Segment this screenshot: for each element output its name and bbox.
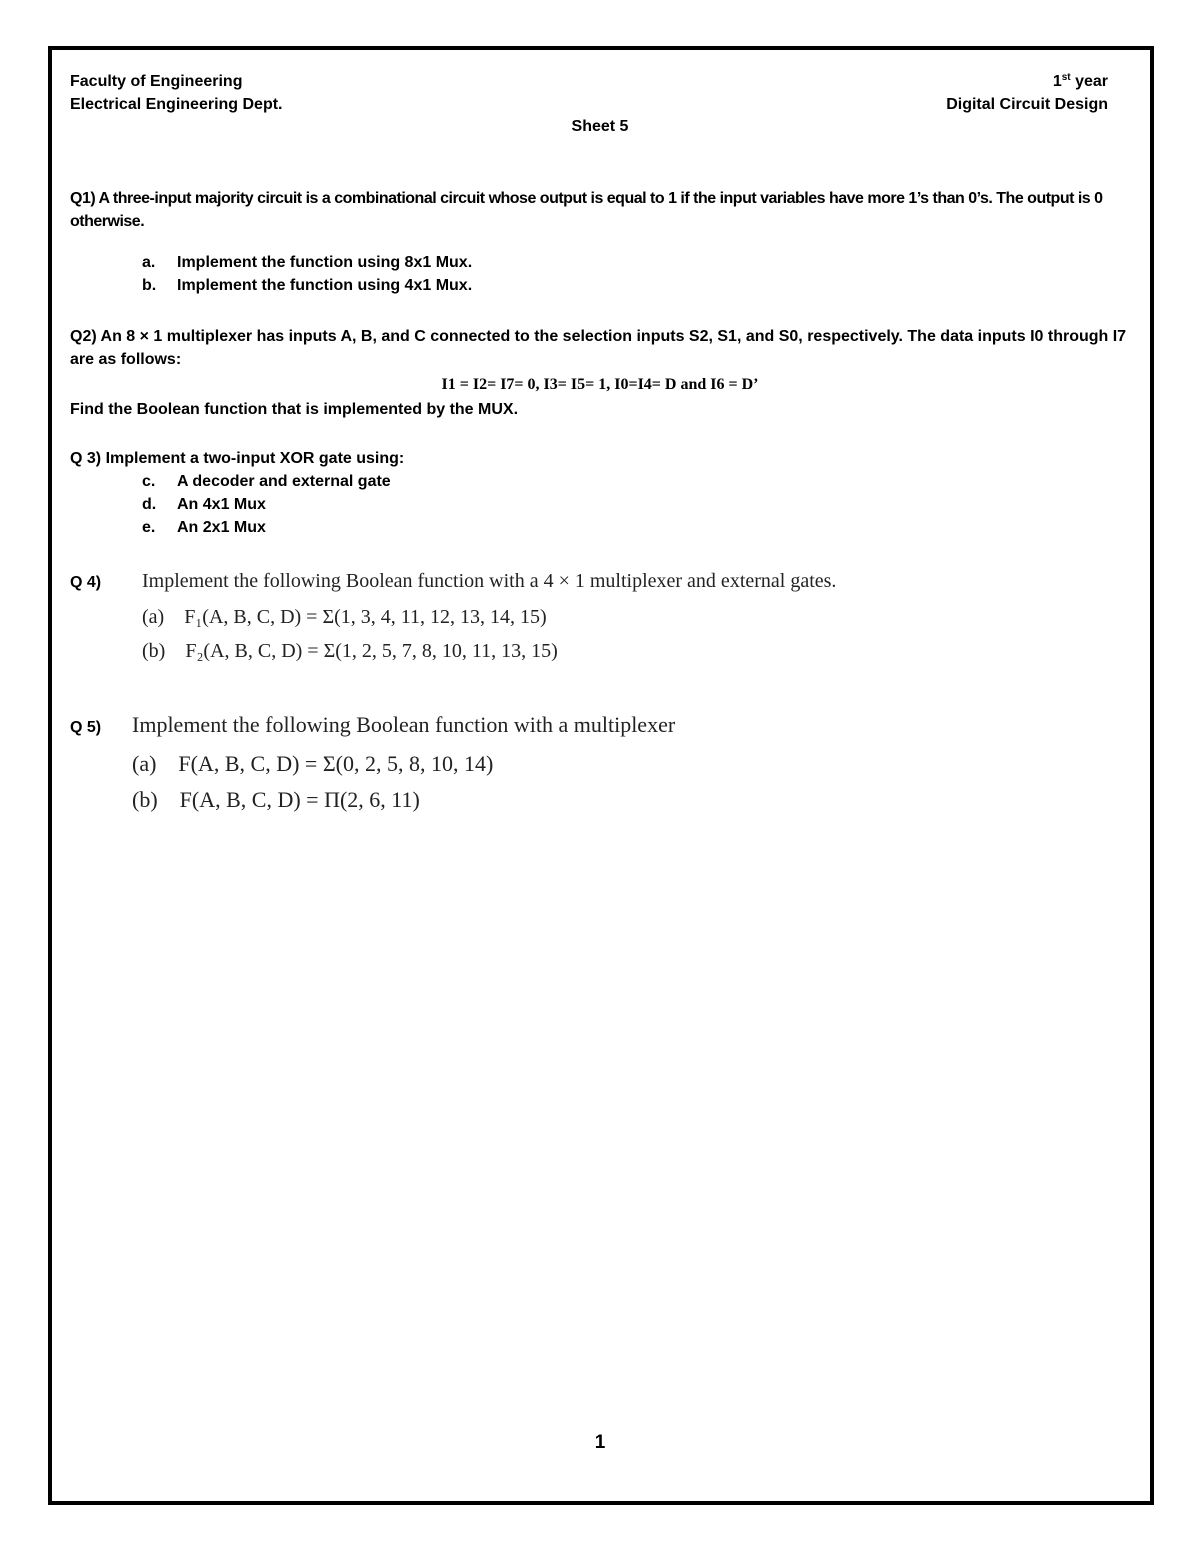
question-3 bbox=[70, 447, 1130, 539]
question-2-tail: Find the Boolean function that is implemented by the MUX. bbox=[70, 401, 519, 418]
function-line: (a) F₁(A, B, C, D) = Σ(1, 3, 4, 11, 12, 13, 14, 15) bbox=[142, 606, 547, 628]
year-label: 1st year bbox=[1052, 72, 1108, 90]
question-3-text: Q 3) Implement a two-input XOR gate using: bbox=[70, 450, 405, 467]
function-line: (b) F₂(A, B, C, D) = Σ(1, 2, 5, 7, 8, 10, 11, 13, 15) bbox=[142, 640, 558, 662]
question-1 bbox=[70, 187, 1130, 297]
sheet-title: Sheet 5 bbox=[571, 118, 629, 135]
question-4-text: Q 4) Implement the following Boolean function with a 4 × 1 multiplexer and external gates. bbox=[70, 570, 837, 592]
list-item: c. A decoder and external gate bbox=[142, 473, 391, 490]
header-right bbox=[946, 70, 1108, 116]
list-item: d. An 4x1 Mux bbox=[142, 496, 266, 513]
list-item: e. An 2x1 Mux bbox=[142, 519, 266, 536]
page-number: 1 bbox=[594, 1432, 606, 1453]
faculty-name: Faculty of Engineering bbox=[70, 73, 243, 90]
question-4 bbox=[70, 568, 836, 664]
data-inputs-formula: I1 = I2= I7= 0, I3= I5= 1, I0=I4= D and I6 = D’ bbox=[441, 376, 759, 393]
question-2 bbox=[70, 325, 1130, 421]
function-line: (b) F(A, B, C, D) = Π(2, 6, 11) bbox=[132, 787, 420, 812]
question-2-text: Q2) An 8 × 1 multiplexer has inputs A, B, and C connected to the selection inputs S2, S1, and S0, respectively. The data inputs I0 through I7 are as follows: bbox=[70, 328, 1127, 368]
list-item: a. Implement the function using 8x1 Mux. bbox=[142, 254, 473, 271]
question-1-items bbox=[70, 251, 1130, 297]
question-5-text: Q 5) Implement the following Boolean function with a multiplexer bbox=[70, 712, 676, 737]
header-left bbox=[70, 70, 283, 116]
question-5 bbox=[70, 711, 675, 814]
department-name: Electrical Engineering Dept. bbox=[70, 96, 283, 113]
list-item: b. Implement the function using 4x1 Mux. bbox=[142, 277, 473, 294]
course-name: Digital Circuit Design bbox=[946, 96, 1108, 113]
question-1-text: Q1) A three-input majority circuit is a combinational circuit whose output is equal to 1 if the input variables have more 1’s than 0’s. The output is 0 otherwise. bbox=[70, 190, 1103, 230]
function-line: (a) F(A, B, C, D) = Σ(0, 2, 5, 8, 10, 14) bbox=[132, 751, 494, 776]
